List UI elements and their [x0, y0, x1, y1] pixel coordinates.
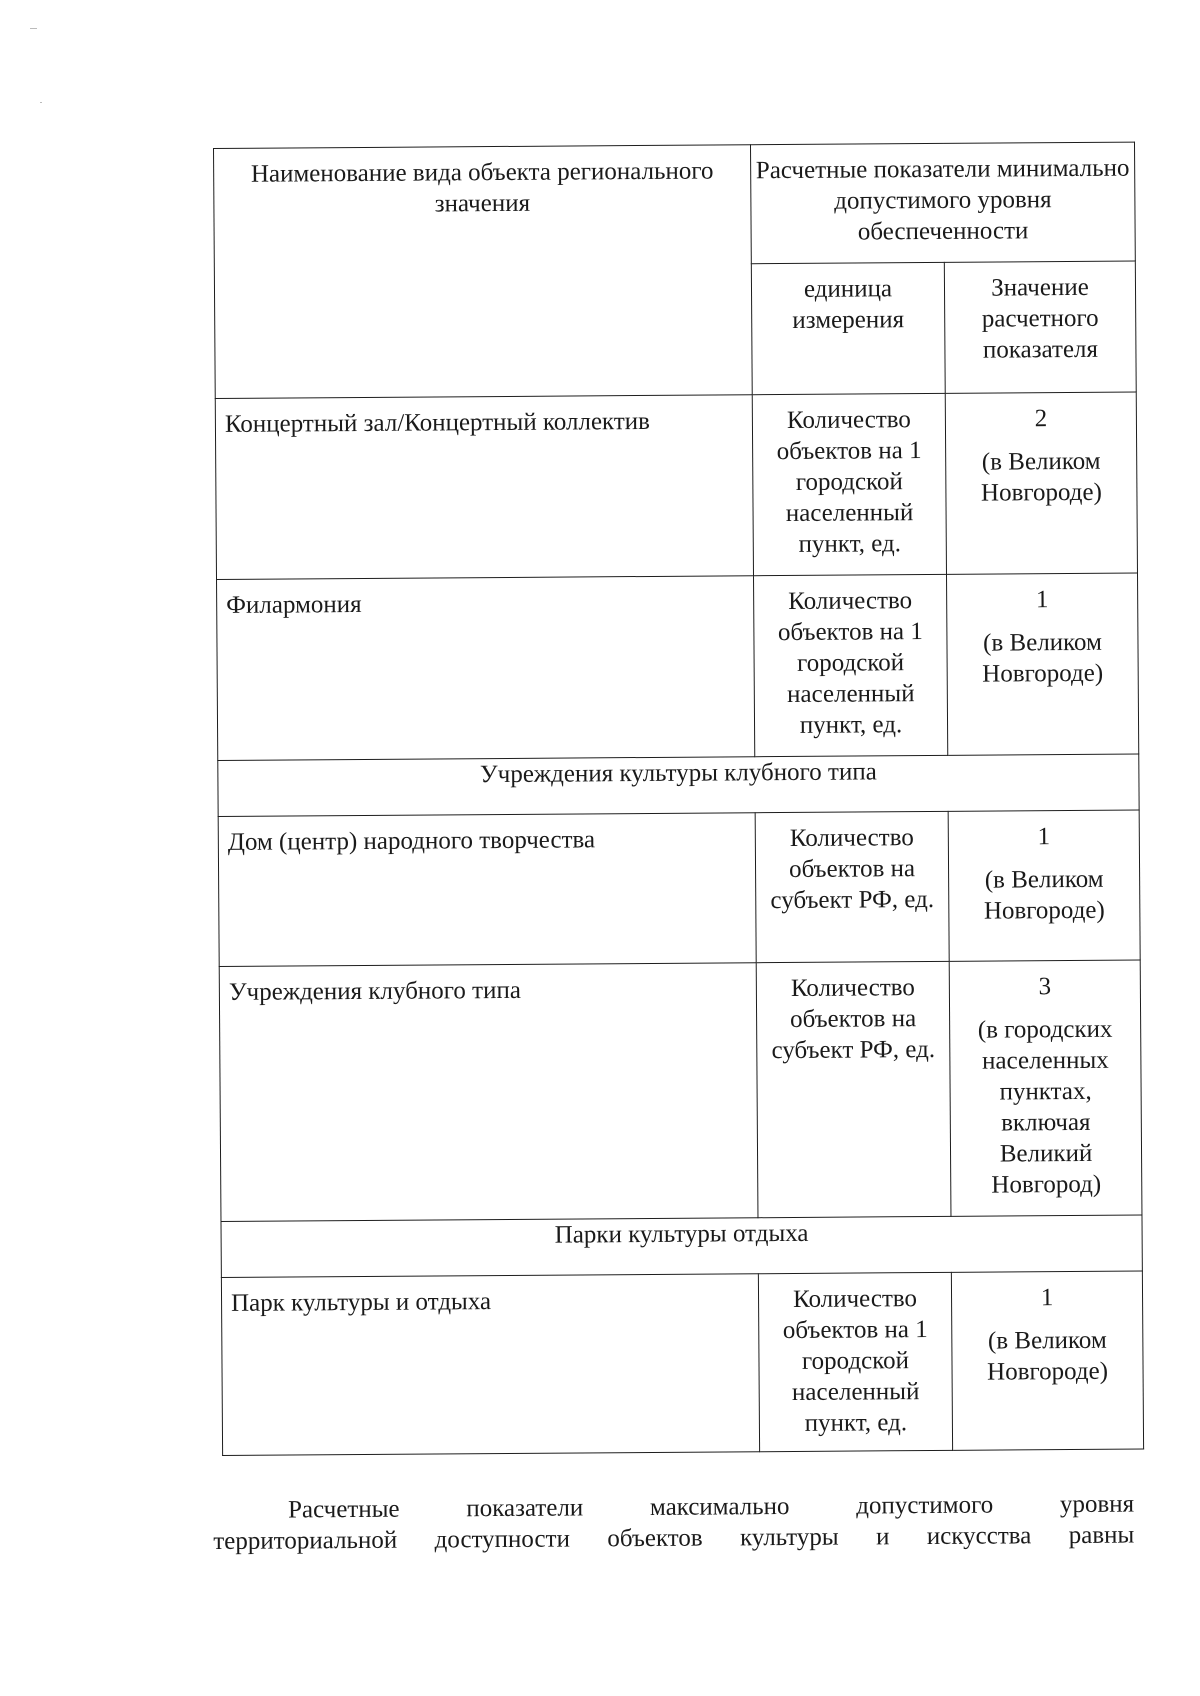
section-title-club: Учреждения культуры клубного типа [218, 754, 1139, 816]
header-unit-cell [751, 262, 945, 394]
row-note: (в городских населенных пунктах, включая Великий Новгород) [977, 1015, 1113, 1199]
header-name-label: Наименование вида объекта регионального значения [250, 157, 714, 218]
header-indicators-cell [750, 142, 1135, 264]
row-unit: Количество объектов на субъект РФ, ед. [771, 974, 936, 1065]
row-name: Филармония [226, 590, 362, 619]
row-note: (в Великом Новгороде) [987, 1326, 1109, 1386]
table-header-row [214, 142, 1136, 267]
row-unit: Количество объектов на субъект РФ, ед. [770, 824, 935, 915]
header-value-label: Значение расчетного показателя [981, 273, 1099, 364]
row-value: 1 [1037, 823, 1051, 851]
row-value: 3 [1038, 973, 1052, 1001]
section-title-parks: Парки культуры отдыха [221, 1215, 1142, 1277]
row-value: 1 [1040, 1284, 1054, 1312]
row-name: Дом (центр) народного творчества [227, 826, 596, 856]
table-row [219, 960, 1142, 1221]
row-unit: Количество объектов на 1 городской населенный пункт, ед. [776, 406, 922, 558]
row-name: Учреждения клубного типа [228, 976, 522, 1006]
row-note: (в Великом Новгороде) [982, 628, 1104, 688]
scan-speck [30, 28, 37, 29]
header-value-cell [944, 261, 1136, 393]
row-value: 2 [1034, 405, 1048, 433]
table-row [218, 810, 1140, 966]
indicators-table [213, 142, 1144, 1456]
footer-line-1: Расчетные показатели максимально допустимого уровня [288, 1490, 1135, 1524]
row-unit: Количество объектов на 1 городской населенный пункт, ед. [782, 1285, 928, 1437]
row-note: (в Великом Новгороде) [983, 865, 1105, 925]
scan-speck [40, 102, 42, 103]
row-note: (в Великом Новгороде) [980, 447, 1102, 507]
table-row [221, 1271, 1143, 1455]
table-row [215, 392, 1137, 579]
row-unit: Количество объектов на 1 городской населенный пункт, ед. [777, 587, 923, 739]
footer-line-2: территориальной доступности объектов культуры и искусства равны [213, 1521, 1135, 1555]
section-row-parks [221, 1215, 1142, 1277]
footer-paragraph [213, 1489, 1134, 1557]
row-value: 1 [1035, 586, 1049, 614]
header-unit-label: единица измерения [792, 275, 905, 334]
section-row-club [218, 754, 1139, 816]
header-indicators-label: Расчетные показатели минимально допустимого уровня обеспеченности [755, 154, 1130, 246]
table-row [217, 573, 1139, 760]
row-name: Концертный зал/Концертный коллектив [224, 407, 651, 438]
row-name: Парк культуры и отдыха [230, 1288, 492, 1317]
header-name-cell [214, 145, 753, 399]
